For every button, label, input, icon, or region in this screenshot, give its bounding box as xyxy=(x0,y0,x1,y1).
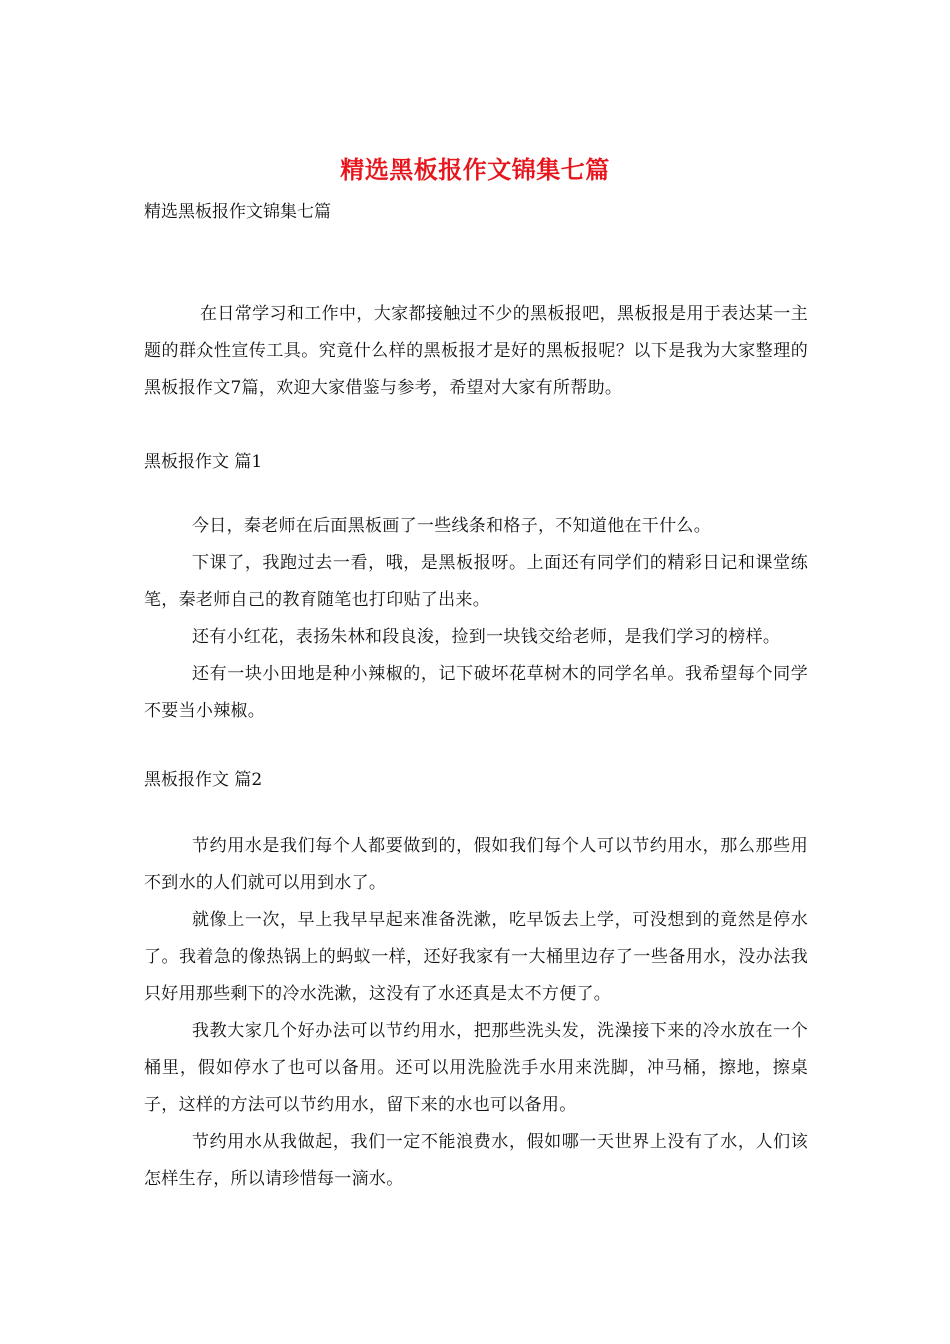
paragraph: 还有小红花，表扬朱林和段良浚，捡到一块钱交给老师，是我们学习的榜样。 xyxy=(192,627,781,647)
paragraph: 今日，秦老师在后面黑板画了一些线条和格子，不知道他在干什么。 xyxy=(192,516,711,536)
section-body-1 xyxy=(144,508,808,730)
section-body-2 xyxy=(144,828,808,1198)
paragraph: 下课了，我跑过去一看，哦，是黑板报呀。上面还有同学们的精彩日记和课堂练笔，秦老师自己的教育随笔也打印贴了出来。 xyxy=(144,553,808,610)
paragraph: 还有一块小田地是种小辣椒的，记下破坏花草树木的同学名单。我希望每个同学不要当小辣椒。 xyxy=(144,664,808,721)
paragraph: 节约用水是我们每个人都要做到的，假如我们每个人可以节约用水，那么那些用不到水的人们就可以用到水了。 xyxy=(144,836,808,893)
paragraph: 我教大家几个好办法可以节约用水，把那些洗头发，洗澡接下来的冷水放在一个桶里，假如停水了也可以备用。还可以用洗脸洗手水用来洗脚，冲马桶，擦地，擦桌子，这样的方法可以节约用水，留下来的水也可以备用。 xyxy=(144,1021,808,1115)
intro-paragraph: 在日常学习和工作中，大家都接触过不少的黑板报吧，黑板报是用于表达某一主题的群众性宣传工具。究竟什么样的黑板报才是好的黑板报呢？以下是我为大家整理的黑板报作文7篇，欢迎大家借鉴与参考，希望对大家有所帮助。 xyxy=(144,304,808,398)
document-title: 精选黑板报作文锦集七篇 xyxy=(340,155,610,184)
paragraph: 就像上一次，早上我早早起来准备洗漱，吃早饭去上学，可没想到的竟然是停水了。我着急的像热锅上的蚂蚁一样，还好我家有一大桶里边存了一些备用水，没办法我只好用那些剩下的冷水洗漱，这没有了水还真是太不方便了。 xyxy=(144,910,808,1004)
section-heading-1: 黑板报作文 篇1 xyxy=(144,452,263,472)
document-subtitle: 精选黑板报作文锦集七篇 xyxy=(144,202,331,222)
intro-block xyxy=(144,296,808,407)
paragraph: 节约用水从我做起，我们一定不能浪费水，假如哪一天世界上没有了水，人们该怎样生存，所以请珍惜每一滴水。 xyxy=(144,1132,808,1189)
section-heading-2: 黑板报作文 篇2 xyxy=(144,770,263,790)
